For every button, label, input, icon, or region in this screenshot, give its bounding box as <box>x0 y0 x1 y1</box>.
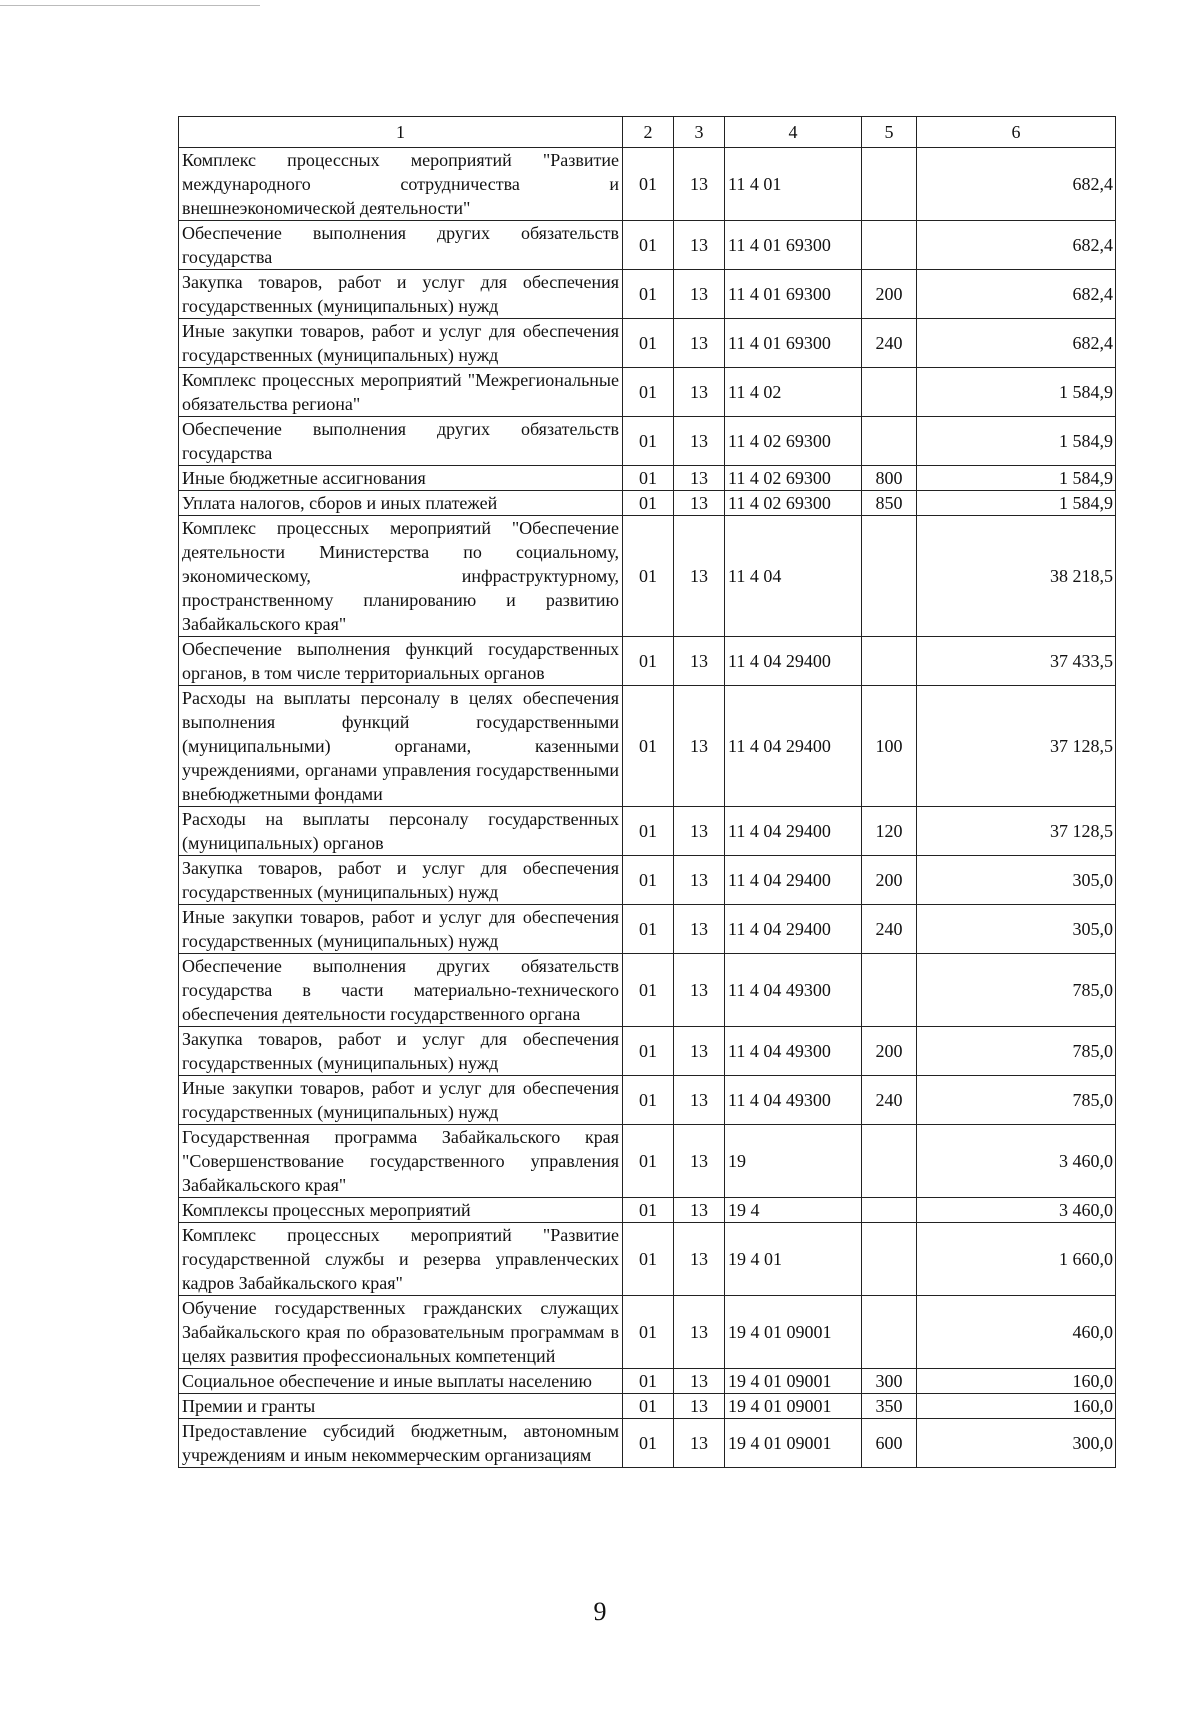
row-amount: 300,0 <box>917 1419 1116 1468</box>
row-target-article: 11 4 04 49300 <box>725 1027 862 1076</box>
table-row <box>179 368 1116 417</box>
header-cell-1: 1 <box>179 117 623 148</box>
row-amount: 1 584,9 <box>917 466 1116 491</box>
row-target-article: 11 4 04 29400 <box>725 686 862 807</box>
row-section-code: 01 <box>623 1027 674 1076</box>
row-expense-type <box>862 1198 917 1223</box>
row-description: Комплекс процессных мероприятий "Развитие государственной службы и резерва управленческих кадров Забайкальского края" <box>179 1223 623 1296</box>
row-section-code: 01 <box>623 905 674 954</box>
row-target-article: 11 4 04 29400 <box>725 807 862 856</box>
table-row <box>179 1223 1116 1296</box>
row-description: Предоставление субсидий бюджетным, автономным учреждениям и иным некоммерческим организациям <box>179 1419 623 1468</box>
row-subsection-code: 13 <box>674 637 725 686</box>
row-description: Обеспечение выполнения других обязательств государства <box>179 221 623 270</box>
row-amount: 160,0 <box>917 1369 1116 1394</box>
row-section-code: 01 <box>623 466 674 491</box>
table-row <box>179 905 1116 954</box>
row-description: Иные бюджетные ассигнования <box>179 466 623 491</box>
row-amount: 682,4 <box>917 270 1116 319</box>
row-expense-type: 800 <box>862 466 917 491</box>
row-subsection-code: 13 <box>674 1223 725 1296</box>
row-section-code: 01 <box>623 1076 674 1125</box>
page-number: 9 <box>593 1597 607 1626</box>
table-row <box>179 491 1116 516</box>
row-section-code: 01 <box>623 491 674 516</box>
row-section-code: 01 <box>623 1394 674 1419</box>
row-amount: 1 584,9 <box>917 417 1116 466</box>
row-section-code: 01 <box>623 270 674 319</box>
row-amount: 37 128,5 <box>917 686 1116 807</box>
row-amount: 38 218,5 <box>917 516 1116 637</box>
row-subsection-code: 13 <box>674 1394 725 1419</box>
row-amount: 1 584,9 <box>917 491 1116 516</box>
table-row <box>179 954 1116 1027</box>
row-description: Иные закупки товаров, работ и услуг для обеспечения государственных (муниципальных) нужд <box>179 1076 623 1125</box>
table-row <box>179 148 1116 221</box>
row-expense-type <box>862 417 917 466</box>
row-expense-type: 850 <box>862 491 917 516</box>
row-section-code: 01 <box>623 417 674 466</box>
row-subsection-code: 13 <box>674 807 725 856</box>
row-description: Обучение государственных гражданских служащих Забайкальского края по образовательным программам в целях развития профессиональных компетенций <box>179 1296 623 1369</box>
row-target-article: 19 4 01 09001 <box>725 1296 862 1369</box>
row-description: Комплекс процессных мероприятий "Развитие международного сотрудничества и внешнеэкономической деятельности" <box>179 148 623 221</box>
row-amount: 1 584,9 <box>917 368 1116 417</box>
budget-table <box>178 116 1116 1468</box>
row-target-article: 11 4 02 <box>725 368 862 417</box>
row-section-code: 01 <box>623 148 674 221</box>
row-section-code: 01 <box>623 807 674 856</box>
row-amount: 682,4 <box>917 221 1116 270</box>
row-description: Премии и гранты <box>179 1394 623 1419</box>
row-subsection-code: 13 <box>674 417 725 466</box>
row-amount: 3 460,0 <box>917 1198 1116 1223</box>
row-expense-type: 300 <box>862 1369 917 1394</box>
row-subsection-code: 13 <box>674 1369 725 1394</box>
row-subsection-code: 13 <box>674 221 725 270</box>
row-target-article: 11 4 01 69300 <box>725 319 862 368</box>
row-amount: 785,0 <box>917 1027 1116 1076</box>
row-description: Закупка товаров, работ и услуг для обеспечения государственных (муниципальных) нужд <box>179 270 623 319</box>
table-row <box>179 1394 1116 1419</box>
table-body <box>179 117 1116 1468</box>
row-target-article: 11 4 04 29400 <box>725 856 862 905</box>
row-expense-type: 350 <box>862 1394 917 1419</box>
row-target-article: 19 <box>725 1125 862 1198</box>
row-subsection-code: 13 <box>674 491 725 516</box>
row-subsection-code: 13 <box>674 319 725 368</box>
row-subsection-code: 13 <box>674 270 725 319</box>
row-subsection-code: 13 <box>674 686 725 807</box>
row-amount: 160,0 <box>917 1394 1116 1419</box>
header-cell-2: 2 <box>623 117 674 148</box>
row-expense-type: 600 <box>862 1419 917 1468</box>
row-expense-type: 120 <box>862 807 917 856</box>
row-description: Комплекс процессных мероприятий "Межрегиональные обязательства региона" <box>179 368 623 417</box>
header-cell-3: 3 <box>674 117 725 148</box>
row-section-code: 01 <box>623 368 674 417</box>
row-description: Комплекс процессных мероприятий "Обеспечение деятельности Министерства по социальному, экономическому, инфраструктурному, пространственному планированию и развитию Забайкальского края" <box>179 516 623 637</box>
row-target-article: 11 4 04 <box>725 516 862 637</box>
table-row <box>179 1198 1116 1223</box>
table-row <box>179 270 1116 319</box>
row-section-code: 01 <box>623 686 674 807</box>
table-row <box>179 466 1116 491</box>
row-expense-type: 200 <box>862 1027 917 1076</box>
row-description: Государственная программа Забайкальского края "Совершенствование государственного управления Забайкальского края" <box>179 1125 623 1198</box>
table-row <box>179 1296 1116 1369</box>
row-target-article: 11 4 02 69300 <box>725 491 862 516</box>
table-row <box>179 1076 1116 1125</box>
row-description: Закупка товаров, работ и услуг для обеспечения государственных (муниципальных) нужд <box>179 1027 623 1076</box>
row-amount: 37 128,5 <box>917 807 1116 856</box>
row-target-article: 19 4 01 09001 <box>725 1419 862 1468</box>
row-section-code: 01 <box>623 1296 674 1369</box>
row-target-article: 19 4 01 09001 <box>725 1394 862 1419</box>
row-target-article: 11 4 04 49300 <box>725 1076 862 1125</box>
row-section-code: 01 <box>623 1419 674 1468</box>
row-expense-type <box>862 1125 917 1198</box>
row-expense-type <box>862 1223 917 1296</box>
row-amount: 682,4 <box>917 319 1116 368</box>
row-description: Обеспечение выполнения функций государственных органов, в том числе территориальных органов <box>179 637 623 686</box>
table-header-row <box>179 117 1116 148</box>
row-target-article: 19 4 01 <box>725 1223 862 1296</box>
row-section-code: 01 <box>623 1369 674 1394</box>
row-expense-type <box>862 148 917 221</box>
row-description: Расходы на выплаты персоналу государственных (муниципальных) органов <box>179 807 623 856</box>
row-subsection-code: 13 <box>674 1125 725 1198</box>
row-expense-type: 200 <box>862 856 917 905</box>
row-amount: 1 660,0 <box>917 1223 1116 1296</box>
scan-edge-line <box>0 5 260 6</box>
row-description: Закупка товаров, работ и услуг для обеспечения государственных (муниципальных) нужд <box>179 856 623 905</box>
row-target-article: 11 4 04 29400 <box>725 905 862 954</box>
row-section-code: 01 <box>623 1198 674 1223</box>
row-expense-type: 100 <box>862 686 917 807</box>
row-expense-type: 240 <box>862 1076 917 1125</box>
row-amount: 785,0 <box>917 1076 1116 1125</box>
table-row <box>179 1369 1116 1394</box>
row-section-code: 01 <box>623 319 674 368</box>
row-description: Уплата налогов, сборов и иных платежей <box>179 491 623 516</box>
header-cell-6: 6 <box>917 117 1116 148</box>
row-target-article: 11 4 02 69300 <box>725 466 862 491</box>
row-amount: 682,4 <box>917 148 1116 221</box>
row-amount: 785,0 <box>917 954 1116 1027</box>
table-row <box>179 221 1116 270</box>
row-subsection-code: 13 <box>674 856 725 905</box>
row-amount: 3 460,0 <box>917 1125 1116 1198</box>
row-section-code: 01 <box>623 637 674 686</box>
row-description: Расходы на выплаты персоналу в целях обеспечения выполнения функций государственными (муниципальными) органами, казенными учреждениями, органами управления государственными внебюджетными фондами <box>179 686 623 807</box>
table-row <box>179 417 1116 466</box>
row-section-code: 01 <box>623 221 674 270</box>
row-subsection-code: 13 <box>674 1076 725 1125</box>
row-target-article: 11 4 04 49300 <box>725 954 862 1027</box>
row-description: Иные закупки товаров, работ и услуг для обеспечения государственных (муниципальных) нужд <box>179 905 623 954</box>
row-expense-type <box>862 516 917 637</box>
row-amount: 460,0 <box>917 1296 1116 1369</box>
row-amount: 305,0 <box>917 905 1116 954</box>
table-row <box>179 319 1116 368</box>
table-row <box>179 807 1116 856</box>
row-expense-type <box>862 368 917 417</box>
row-amount: 305,0 <box>917 856 1116 905</box>
table-row <box>179 516 1116 637</box>
table-row <box>179 686 1116 807</box>
header-cell-5: 5 <box>862 117 917 148</box>
table-row <box>179 637 1116 686</box>
row-target-article: 11 4 01 69300 <box>725 221 862 270</box>
row-description: Социальное обеспечение и иные выплаты населению <box>179 1369 623 1394</box>
row-expense-type <box>862 954 917 1027</box>
row-subsection-code: 13 <box>674 1419 725 1468</box>
row-description: Обеспечение выполнения других обязательств государства <box>179 417 623 466</box>
row-subsection-code: 13 <box>674 466 725 491</box>
row-amount: 37 433,5 <box>917 637 1116 686</box>
row-subsection-code: 13 <box>674 368 725 417</box>
row-target-article: 11 4 04 29400 <box>725 637 862 686</box>
row-expense-type <box>862 1296 917 1369</box>
row-description: Иные закупки товаров, работ и услуг для обеспечения государственных (муниципальных) нужд <box>179 319 623 368</box>
row-target-article: 11 4 01 69300 <box>725 270 862 319</box>
header-cell-4: 4 <box>725 117 862 148</box>
row-subsection-code: 13 <box>674 1198 725 1223</box>
row-expense-type <box>862 637 917 686</box>
row-expense-type: 200 <box>862 270 917 319</box>
table-row <box>179 1419 1116 1468</box>
row-section-code: 01 <box>623 856 674 905</box>
row-subsection-code: 13 <box>674 148 725 221</box>
table-row <box>179 1027 1116 1076</box>
row-subsection-code: 13 <box>674 1027 725 1076</box>
row-expense-type: 240 <box>862 319 917 368</box>
row-target-article: 19 4 01 09001 <box>725 1369 862 1394</box>
row-target-article: 19 4 <box>725 1198 862 1223</box>
row-target-article: 11 4 02 69300 <box>725 417 862 466</box>
row-target-article: 11 4 01 <box>725 148 862 221</box>
row-section-code: 01 <box>623 1223 674 1296</box>
table-row <box>179 1125 1116 1198</box>
row-subsection-code: 13 <box>674 516 725 637</box>
row-expense-type <box>862 221 917 270</box>
row-description: Обеспечение выполнения других обязательств государства в части материально-технического обеспечения деятельности государственного органа <box>179 954 623 1027</box>
row-section-code: 01 <box>623 1125 674 1198</box>
table-row <box>179 856 1116 905</box>
row-description: Комплексы процессных мероприятий <box>179 1198 623 1223</box>
row-expense-type: 240 <box>862 905 917 954</box>
row-section-code: 01 <box>623 516 674 637</box>
row-subsection-code: 13 <box>674 954 725 1027</box>
row-subsection-code: 13 <box>674 905 725 954</box>
row-section-code: 01 <box>623 954 674 1027</box>
row-subsection-code: 13 <box>674 1296 725 1369</box>
